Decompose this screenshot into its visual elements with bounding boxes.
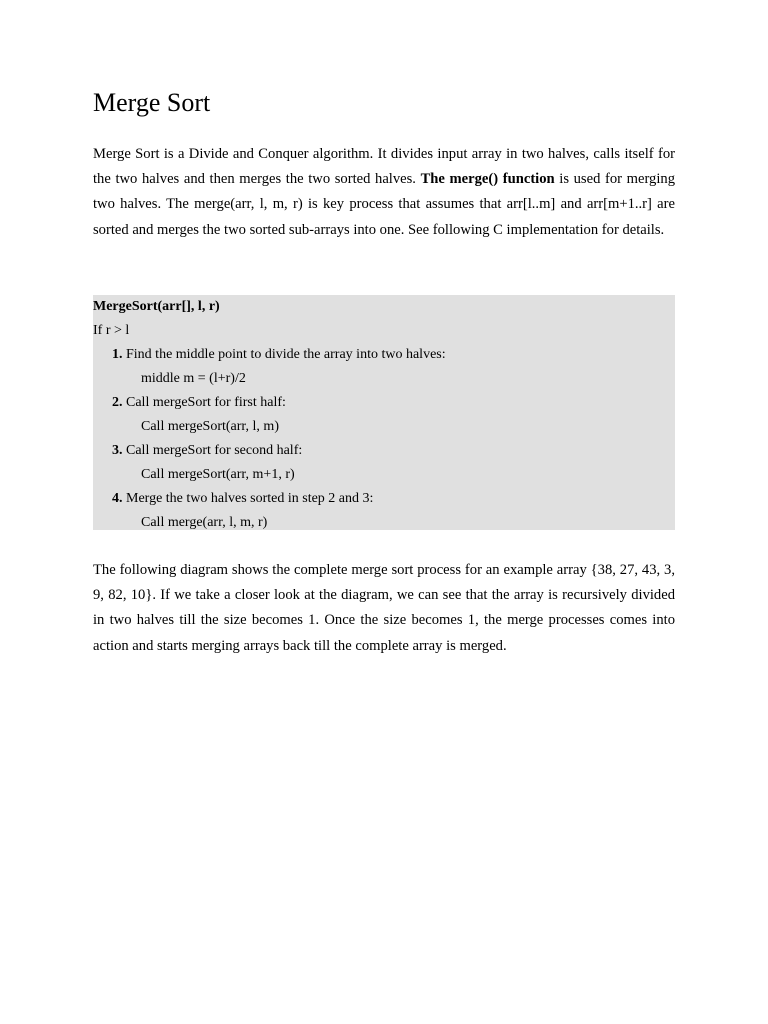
step-text: Find the middle point to divide the array into two halves:	[122, 347, 446, 362]
pseudocode-condition: If r > l	[93, 323, 130, 338]
intro-bold-text: The merge() function	[420, 171, 555, 188]
intro-text-1: Merge Sort is a Divide and Conquer algorithm. It divides input array in two halves, calls itself for the two halves and then merges the two sorted halves.	[93, 146, 675, 188]
intro-paragraph	[93, 142, 675, 243]
step-number: 2.	[112, 395, 123, 410]
pseudocode-step-2	[93, 391, 675, 415]
pseudocode-step-1	[93, 343, 675, 367]
step-number: 3.	[112, 443, 123, 458]
pseudocode-step-2-detail: Call mergeSort(arr, l, m)	[141, 419, 279, 434]
step-text: Merge the two halves sorted in step 2 and 3:	[122, 491, 374, 506]
intro-text-2: is used for merging two halves. The merge(arr, l, m, r) is key process that assumes that arr[l..m] and arr[m+1..r] are sorted and merges the two sorted sub-arrays into one. See following C implementation for details.	[93, 171, 675, 238]
step-number: 1.	[112, 347, 123, 362]
step-text: Call mergeSort for second half:	[122, 443, 303, 458]
step-number: 4.	[112, 491, 123, 506]
pseudocode-header: MergeSort(arr[], l, r)	[93, 299, 220, 314]
pseudocode-step-3-detail: Call mergeSort(arr, m+1, r)	[141, 467, 295, 482]
pseudocode-step-4	[93, 487, 675, 511]
page-title: Merge Sort	[93, 88, 211, 117]
pseudocode-step-3	[93, 439, 675, 463]
closing-paragraph: The following diagram shows the complete merge sort process for an example array {38, 27, 43, 3, 9, 82, 10}. If we take a closer look at the diagram, we can see that the array is recursively divided in two halves till the size becomes 1. Once the size becomes 1, the merge processes comes into action and starts merging arrays back till the complete array is merged.	[93, 562, 675, 654]
pseudocode-step-1-detail: middle m = (l+r)/2	[141, 371, 246, 386]
pseudocode-step-4-detail: Call merge(arr, l, m, r)	[141, 515, 268, 530]
step-text: Call mergeSort for first half:	[122, 395, 286, 410]
pseudocode-block	[93, 295, 675, 530]
